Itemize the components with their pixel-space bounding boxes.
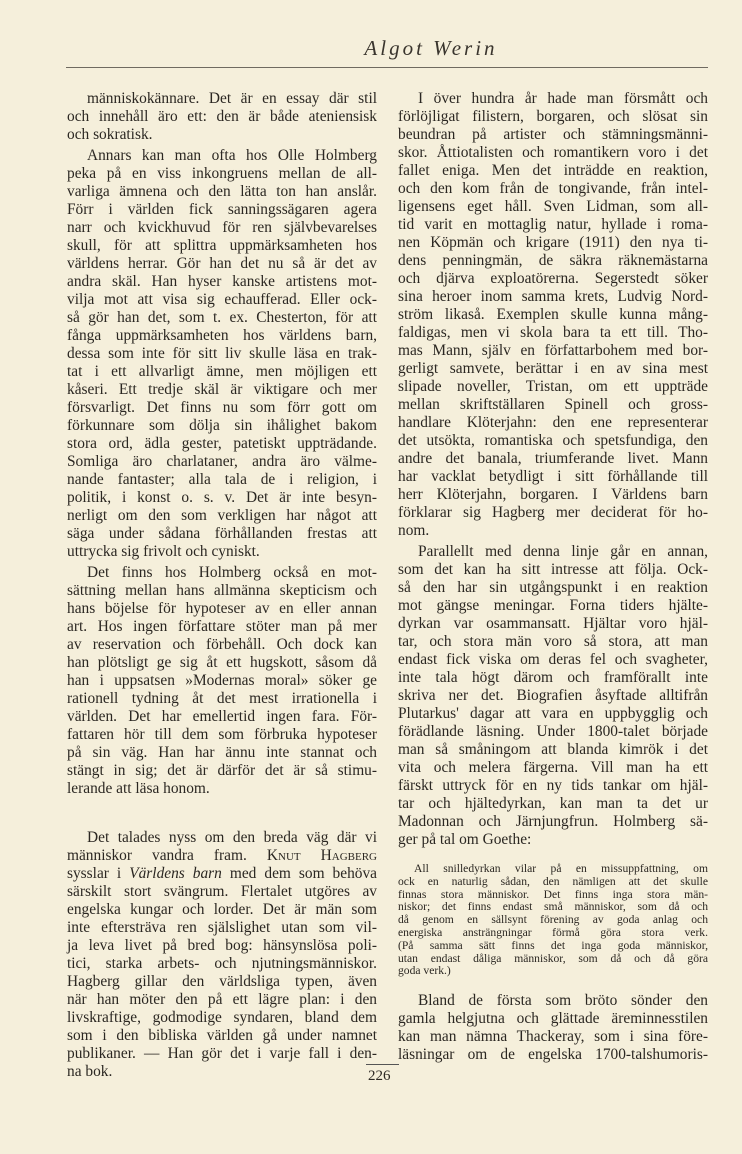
paragraph [398, 90, 708, 540]
text-line: goda verk.) [398, 964, 451, 978]
text-line: Parallellt med denna linje går en annan, [418, 543, 708, 560]
text-line: Somliga äro charlataner, andra äro välme- [67, 453, 377, 470]
text-line: mas Mann, själv en författarbohem med bor- [398, 342, 708, 359]
text-line: så gör han det, som t. ex. Chesterton, för att [67, 309, 377, 326]
text-line: nom. [398, 522, 430, 539]
text-line: vita och melera färgerna. Vill man ha ett [398, 759, 708, 776]
text-line: man så småningom att blanda kimrök i det [398, 741, 708, 758]
text-line: förkunnare som dölja sin ihålighet bakom [67, 417, 377, 434]
text-line: fallet eniga. Men det inträdde en reaktion, [398, 162, 708, 179]
text-line: Hagberg gillar den världsliga typen, även [67, 973, 377, 990]
text-line: finnas stora människor. Det finns inga stora män- [398, 887, 708, 901]
text-line: så den har sin utgångspunkt i en reaktion [398, 579, 708, 596]
text-line: hans böjelse för hypoteser av en eller annan [67, 600, 377, 617]
text-line: art. Hos ingen författare stöter man på mer [67, 618, 377, 635]
text-line: publikaner. — Han gör det i varje fall i den- [67, 1045, 377, 1062]
author-name: Knut Hagberg [266, 847, 377, 864]
header-rule [66, 67, 708, 68]
text-line: tat i ett allvarligt ämne, men möjligen ett [67, 363, 377, 380]
text-line: fattaren hör till dem som förbruka hypoteser [67, 726, 377, 743]
text-segment: människor vandra fram. [67, 847, 267, 864]
text-line: som i den bibliska världen gå under namnet [67, 1027, 377, 1044]
text-line: niskor; det finns endast små människor, som då och [398, 900, 708, 914]
text-line: ock en naturlig sådan, den nämligen att det skulle [398, 874, 708, 888]
text-line: det utsökta, romantiska och spetsfundiga, den [398, 432, 708, 449]
text-line: förädlande läsning. Under 1800-talet började [398, 723, 708, 740]
text-line: stora ord, ädla gester, patetiskt uppträdande. [67, 435, 377, 452]
text-line: kan man nämna Thackeray, som i sina före- [398, 1028, 708, 1046]
text-line: mot gängse meningar. Forna tiders hjälte- [398, 597, 708, 614]
text-line: Plutarkus' dagar att vara en uppbygglig och [398, 705, 708, 722]
text-line: (På samma sätt finns det inga goda människor, [398, 938, 708, 952]
text-line: som det kan ha sitt intresse att följa. Ock- [398, 561, 708, 578]
text-line: faldigas, men vi skola bara ta ett till. Tho- [398, 324, 708, 341]
text-line: världen. Det har emellertid ingen fara. För- [67, 708, 377, 725]
text-line: har vacklat betydligt i sitt förhållande till [398, 468, 708, 485]
text-line: nerligt om den som verkligen har något att [67, 507, 377, 524]
text-line: inte eftersträva ren själslighet utan som vil- [67, 919, 377, 936]
text-line: beundran på artister och stämningsmänni- [398, 126, 708, 143]
page-number-rule [366, 1064, 399, 1065]
text-line: narr och kvickhuvud för ren självbevarelses [67, 219, 377, 236]
text-line: han plötsligt ge sig åt ett hugskott, såsom då [67, 654, 377, 671]
text-line: kåseri. Ett tredje skäl är viktigare och mer [67, 381, 377, 398]
text-line: gerligt samvete, berättar i en av sina mest [398, 360, 708, 377]
text-line: tici, starka arbets- och njutningsmänniskor. [67, 955, 377, 972]
text-line: försvarligt. Det finns nu som förr gott om [67, 399, 377, 416]
text-line: endast fick viska om deras fel och svagheter, [398, 651, 708, 668]
text-line: varliga ämnena och den lätta ton han anslår. [67, 183, 377, 200]
text-line: stängt in sig; det är därför det är så stimu- [67, 762, 377, 779]
paragraph [398, 992, 708, 1064]
text-line: skull, för att splittra uppmärksamheten hos [67, 237, 377, 254]
text-line: läsningar om de engelska 1700-talshumoris- [398, 1046, 708, 1064]
text-line: Förr i världen fick sanningssägaren agera [67, 201, 377, 218]
text-line: slipade noveller, Tristan, om ett uppträde [398, 378, 708, 395]
text-line: nande fantaster; alla tala de i religion, i [67, 471, 377, 488]
text-line: av reservation och förbehåll. Och dock kan [67, 636, 377, 653]
text-line: utan endast dåliga människor, som då och då göra [398, 951, 708, 965]
text-line: färskt uttryck för en ny tids tankar om hjäl- [398, 777, 708, 794]
text-line: andra skäl. Han hyser kanske artistens mot- [67, 273, 377, 290]
page-number: 226 [368, 1068, 391, 1084]
text-line: när han möter den på ett lägre plan: i den [67, 991, 377, 1008]
text-line: herr Klöterjahn, borgaren. I Världens barn [398, 486, 708, 503]
text-line: förklarar sig Hagberg mer deciderat för ho- [398, 504, 708, 521]
text-line: engelska kungar och lorder. Det är män som [67, 901, 377, 918]
text-line: världens herrar. Gör han det nu så är det av [67, 255, 377, 272]
text-line: vilja mot att visa sig echaufferad. Eller ock- [67, 291, 377, 308]
paragraph [67, 90, 377, 144]
text-line: och innehåll äro ett: den är både ateniensisk [67, 108, 377, 125]
text-line: na bok. [67, 1063, 113, 1080]
left-column [67, 90, 377, 1084]
text-line: livskraftige, godmodige syndaren, bland dem [67, 1009, 377, 1026]
text-line: politik, i konst o. s. v. Det är inte besyn- [67, 489, 377, 506]
text-segment: sysslar i [67, 865, 130, 882]
text-line: Madonnan och Järnjungfrun. Holmberg sä- [398, 813, 708, 830]
paragraph [398, 543, 708, 849]
text-line: och sokratisk. [67, 126, 153, 143]
text-segment: med dem som behöva [221, 865, 378, 882]
text-line: då genom en sällsynt förening av goda anlag och [398, 913, 708, 927]
text-line: handlare Klöterjahn: den ene representerar [398, 414, 708, 431]
block-quote [398, 863, 708, 978]
text-line: tid varit en mottaglig natur, hyllade i roma- [398, 216, 708, 233]
text-line: förlöjligat filistern, borgaren, och slösat sin [398, 108, 708, 125]
text-line: andre det banala, triumferande livet. Mann [398, 450, 708, 467]
text-line [67, 865, 377, 883]
paragraph [67, 147, 377, 561]
running-header [0, 36, 742, 61]
running-title: Algot Werin [364, 36, 498, 60]
text-line: lerande att läsa honom. [67, 780, 210, 797]
text-line: peka på en viss inkongruens mellan de all- [67, 165, 377, 182]
text-line: människokännare. Det är en essay där stil [87, 90, 377, 107]
text-line: sina heroer inom samma krets, Ludvig Nord- [398, 288, 708, 305]
text-line: ja leva livet på bred bog: hänsynslösa poli- [67, 937, 377, 954]
text-line: särskilt stort svängrum. Flertalet utgöres av [67, 883, 377, 900]
text-line: ger på tal om Goethe: [398, 831, 532, 848]
text-line: tar, och stora män voro så stora, att man [398, 633, 708, 650]
text-line: Bland de första som bröto sönder den [418, 992, 708, 1010]
text-line: rationell tydning åt det mest irrationella i [67, 690, 377, 707]
text-line [67, 847, 377, 865]
text-line: ström likaså. Exemplen skulle kunna mång- [398, 306, 708, 323]
text-line: All snilledyrkan vilar på en missuppfattning, om [414, 862, 708, 875]
text-line: dens penningmän, de säkra räknemästarna [398, 252, 708, 269]
text-line: uttrycka sig frivolt och cyniskt. [67, 543, 260, 560]
text-line: han i uppsatsen »Modernas moral» söker ge [67, 672, 377, 689]
text-line: inte tala högt därom och framförallt inte [398, 669, 708, 686]
text-line: Det talades nyss om den breda väg där vi [87, 829, 377, 846]
text-line: dessa som inte för sitt liv skulle läsa en trak- [67, 345, 377, 362]
text-line: Annars kan man ofta hos Olle Holmberg [87, 147, 377, 164]
text-line: dyrkan var osammansatt. Hjältar voro hjäl- [398, 615, 708, 632]
text-line: fånga uppmärksamheten hos världens barn, [67, 327, 377, 344]
text-line: Det finns hos Holmberg också en mot- [87, 564, 377, 581]
text-line: skor. Åttiotalisten och romantikern voro i det [398, 144, 708, 161]
text-line: mellan skriftställaren Spinell och gross- [398, 396, 708, 413]
text-line: skriva ner det. Biografien åsyftade alltifrån [398, 687, 708, 704]
book-title: Världens barn [129, 865, 222, 882]
text-line: ligensens eget håll. Sven Lidman, som all- [398, 198, 708, 215]
paragraph [67, 564, 377, 798]
text-line: tar och hjältedyrkan, kan man ta det ur [398, 795, 708, 812]
text-line: på sin väg. Han har ännu inte stannat och [67, 744, 377, 761]
paragraph [67, 829, 377, 1081]
text-line: och djärva exploatörerna. Segerstedt söker [398, 270, 708, 287]
right-column [398, 90, 708, 1067]
text-line: nen Köpmän och krigare (1911) den nya ti- [398, 234, 708, 251]
text-line: I över hundra år hade man försmått och [418, 90, 708, 107]
text-line: säga under sådana förhållanden frestas att [67, 525, 377, 542]
text-line: gamla helgjutna och glättade äreminnesstilen [398, 1010, 708, 1028]
text-line: och den kom från de tongivande, från intel- [398, 180, 708, 197]
text-line: energiska ansträngningar förmå göra stora verk. [398, 925, 708, 939]
text-line: sättning mellan hans allmänna skepticism och [67, 582, 377, 599]
